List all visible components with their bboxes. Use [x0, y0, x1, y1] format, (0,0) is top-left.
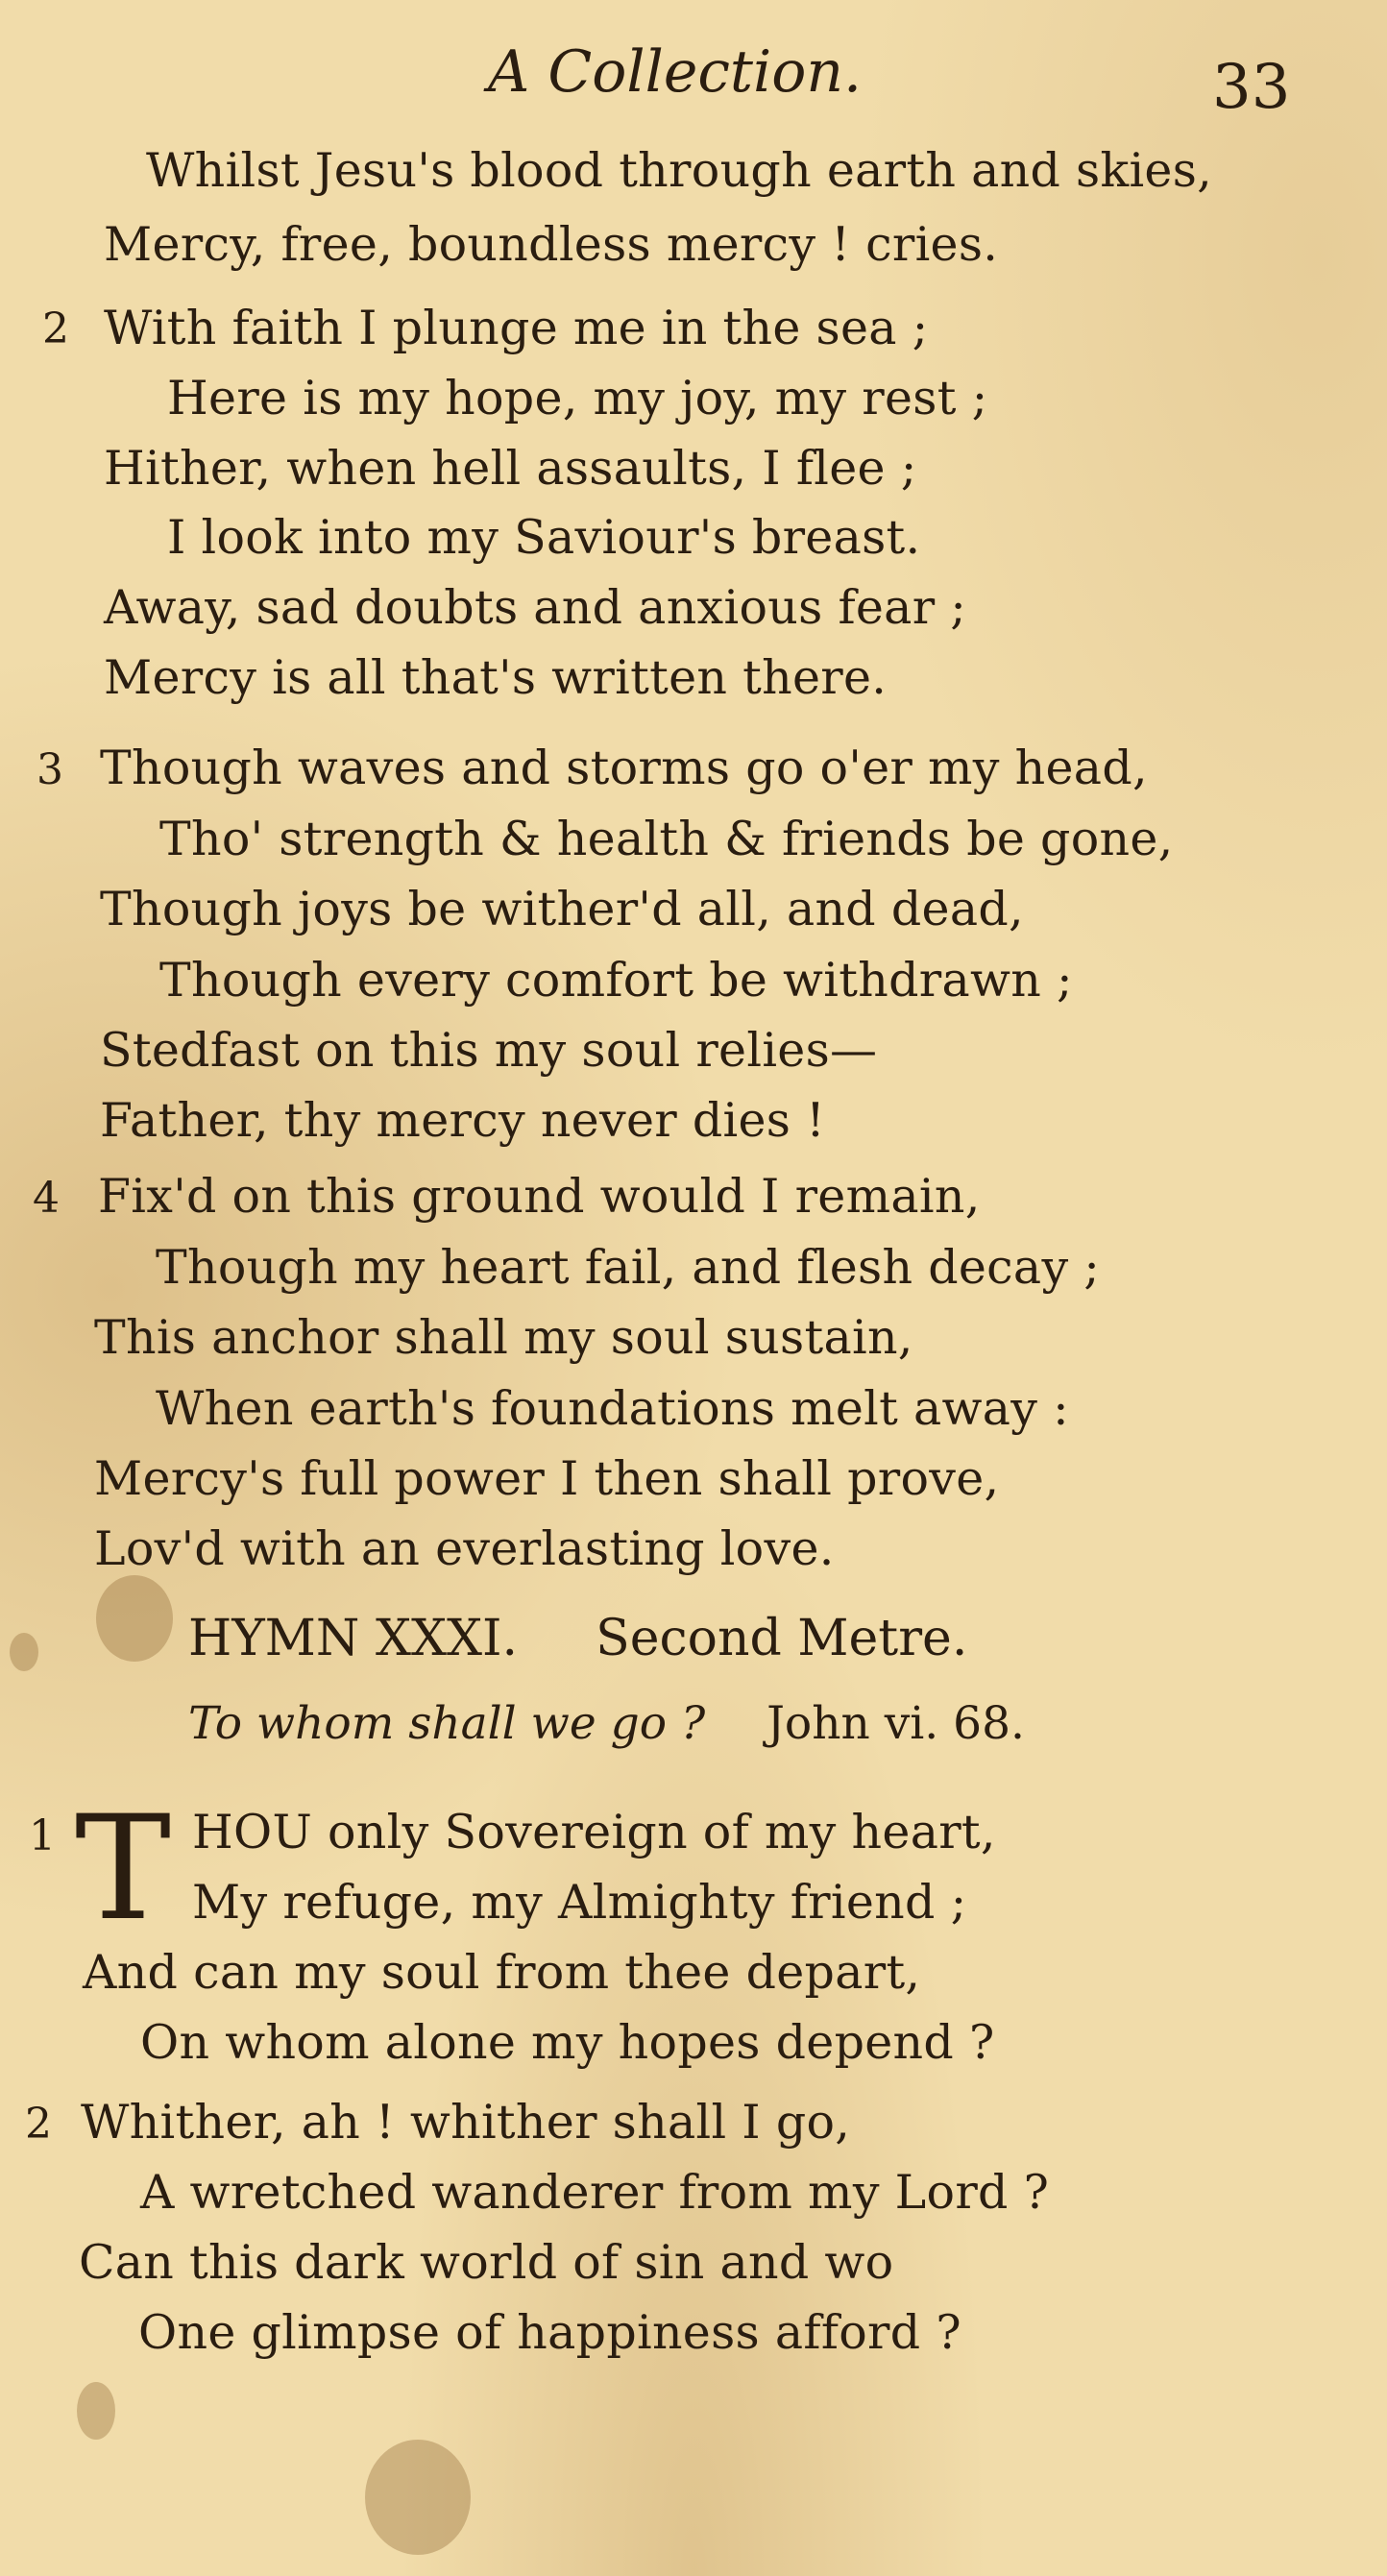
scripture-reference: John vi. 68. — [766, 1697, 1025, 1750]
hymn-metre: Second Metre. — [596, 1610, 968, 1667]
verse-number: 2 — [25, 2100, 52, 2149]
drop-cap: T — [75, 1786, 172, 1953]
verse-line: A wretched wanderer from my Lord ? — [140, 2165, 1050, 2220]
hymn-title: HYMN XXXI. — [188, 1610, 519, 1667]
verse-line: Fix'd on this ground would I remain, — [98, 1169, 981, 1224]
verse-line: Away, sad doubts and anxious fear ; — [104, 580, 967, 635]
verse-line: With faith I plunge me in the sea ; — [104, 301, 929, 355]
verse-line: Father, thy mercy never dies ! — [100, 1093, 826, 1148]
verse-line: Here is my hope, my joy, my rest ; — [167, 371, 988, 425]
verse-line: Tho' strength & health & friends be gone, — [159, 812, 1174, 866]
carryover-line: Mercy, free, boundless mercy ! cries. — [104, 217, 999, 272]
verse-line: Hither, when hell assaults, I flee ; — [104, 441, 917, 496]
hymn-heading — [188, 1610, 967, 1667]
verse-line: I look into my Saviour's breast. — [167, 510, 921, 565]
paper-stain — [77, 2382, 115, 2440]
verse-line: On whom alone my hopes depend ? — [140, 2015, 995, 2070]
verse-line: And can my soul from thee depart, — [83, 1945, 921, 2000]
paper-stain — [10, 1633, 38, 1671]
verse-number: 3 — [36, 745, 63, 794]
verse-line: This anchor shall my soul sustain, — [94, 1310, 913, 1365]
verse-line: Whither, ah ! whither shall I go, — [81, 2095, 851, 2150]
verse-number: 1 — [29, 1811, 56, 1860]
verse-line: HOU only Sovereign of my heart, — [192, 1805, 996, 1859]
running-title: A Collection. — [488, 38, 863, 106]
verse-line: Can this dark world of sin and wo — [79, 2235, 894, 2290]
verse-line: Mercy is all that's written there. — [104, 650, 888, 705]
page-number: 33 — [1212, 52, 1291, 123]
verse-number: 2 — [42, 304, 69, 353]
verse-number: 4 — [33, 1174, 60, 1223]
verse-line: One glimpse of happiness afford ? — [138, 2305, 961, 2360]
hymn-epigraph — [188, 1697, 1025, 1750]
verse-line: Stedfast on this my soul relies— — [100, 1023, 878, 1078]
verse-line: Though joys be wither'd all, and dead, — [100, 882, 1024, 936]
verse-line: When earth's foundations melt away : — [156, 1381, 1069, 1436]
verse-line: Though every comfort be withdrawn ; — [159, 953, 1073, 1008]
carryover-line: Whilst Jesu's blood through earth and skies, — [146, 143, 1213, 198]
verse-line: Mercy's full power I then shall prove, — [94, 1451, 1000, 1506]
verse-line: My refuge, my Almighty friend ; — [192, 1875, 967, 1930]
verse-line: Though waves and storms go o'er my head, — [100, 741, 1148, 795]
paper-stain — [96, 1575, 173, 1662]
epigraph-text: To whom shall we go ? — [188, 1697, 706, 1750]
paper-stain — [365, 2440, 471, 2555]
verse-line: Lov'd with an everlasting love. — [94, 1521, 835, 1576]
verse-line: Though my heart fail, and flesh decay ; — [156, 1240, 1101, 1295]
